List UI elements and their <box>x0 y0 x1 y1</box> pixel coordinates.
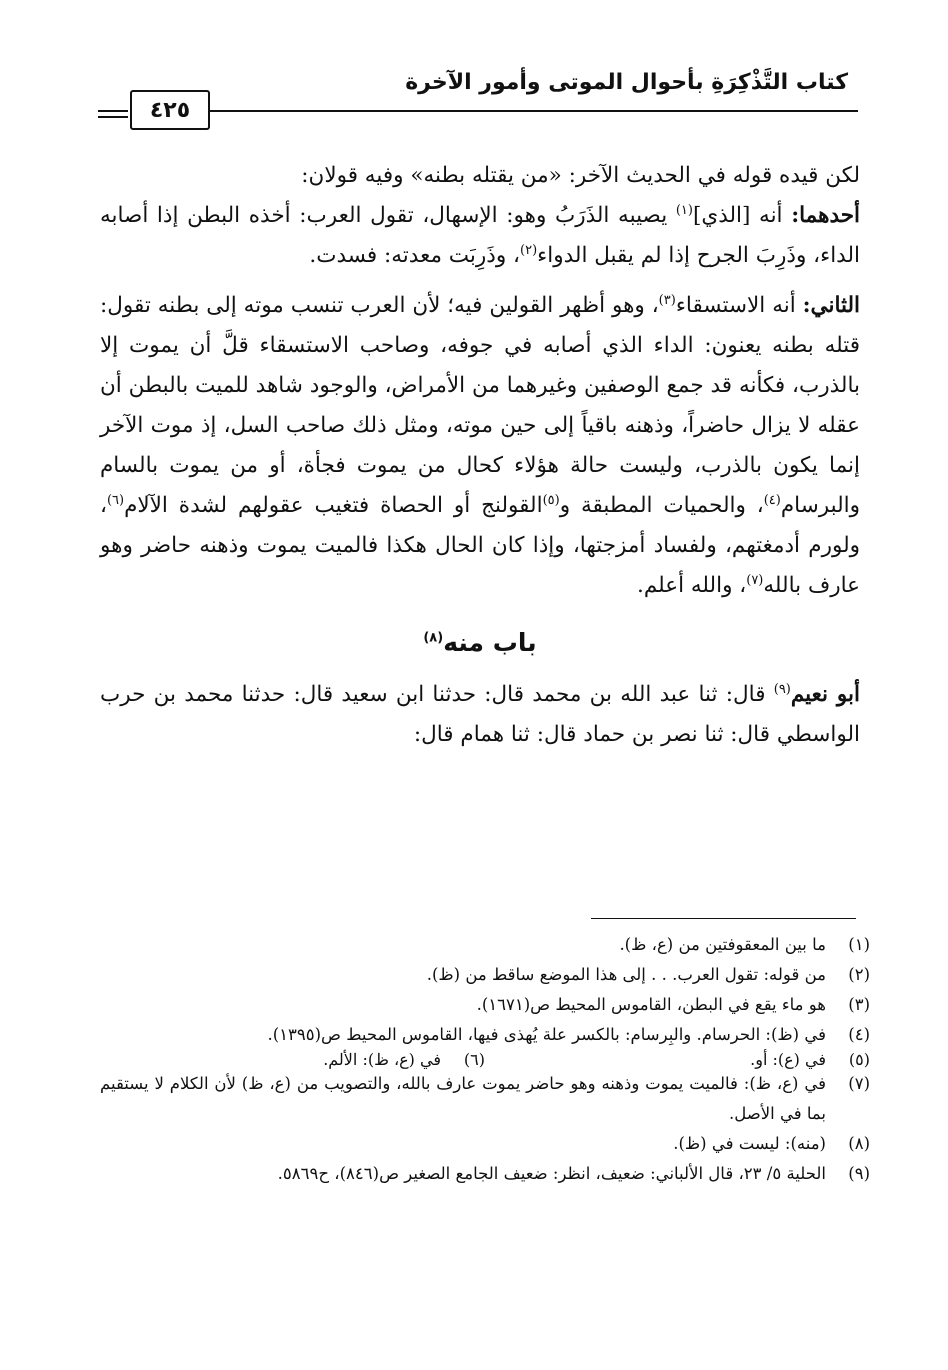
header-rule <box>208 110 858 112</box>
footnote-text: في (ع، ظ): الألم. <box>323 1050 441 1069</box>
footnote <box>100 960 870 990</box>
header-rule <box>98 110 128 112</box>
paragraph <box>100 675 860 755</box>
text-run: يصيبه الذَرَبُ وهو: الإسهال، تقول العرب: أخذه البطن إذا أصابه الداء، وذَرِبَ الجرح إذا لم يقبل الدواء <box>100 203 860 268</box>
paragraph-label: الثاني: <box>802 293 861 318</box>
footnote <box>100 1069 870 1129</box>
section-title: باب منه <box>443 628 537 657</box>
footnote-number: (٣) <box>848 995 870 1014</box>
paragraph <box>100 196 860 276</box>
footnote-number: (٢) <box>848 965 870 984</box>
footnote <box>100 1129 870 1159</box>
footnote-text: في (ع): أو. <box>750 1050 826 1069</box>
section-heading <box>100 628 860 657</box>
footnote <box>100 990 870 1020</box>
footnote-text: الحلية ٥/ ٢٣، قال الألباني: ضعيف، انظر: ضعيف الجامع الصغير ص(٨٤٦)، ح٥٨٦٩. <box>277 1164 826 1183</box>
paragraph: لكن قيده قوله في الحديث الآخر: «من يقتله بطنه» وفيه قولان: <box>301 163 860 188</box>
text-run: أنه الاستسقاء <box>675 293 803 318</box>
footnote-number: (٧) <box>848 1074 870 1093</box>
footnote-ref[interactable]: (٥) <box>542 492 560 508</box>
book-title: كتاب التَّذْكِرَةِ بأحوال الموتى وأمور الآخرة <box>405 70 848 95</box>
paragraph-label: أبو نعيم <box>790 682 860 707</box>
text-run: ، وذَرِبَت معدته: فسدت. <box>309 243 520 268</box>
text-run: ، والحميات المطبقة و <box>559 493 764 518</box>
text-run: أنه [الذي] <box>692 203 792 228</box>
text-run: ، وهو أظهر القولين فيه؛ لأن العرب تنسب موته إلى بطنه تقول: قتله بطنه يعنون: الداء الذي أصابه في جوفه، وصاحب الاستسقاء قلَّ أن يموت إلا بالذرب، فكأنه قد جمع الوصفين وغيرهما من الأمراض، والوجود شاهد للميت بالبطن أن عقله لا يزال حاضراً، وذهنه باقياً إلى حين موته، ومثل ذلك صاحب السل، إذ موت الآخر إنما يكون بالذرب، وليست حالة هؤلاء كحال من يموت فجأة، أو من يموت بالسام والبرسام <box>100 293 860 518</box>
text-run: ، والله أعلم. <box>637 573 747 598</box>
footnote-number: (٤) <box>848 1025 870 1044</box>
footnotes <box>100 930 870 1189</box>
paragraph <box>100 286 860 606</box>
footnote-number: (٩) <box>848 1164 870 1183</box>
footnote-ref[interactable]: (٢) <box>520 242 538 258</box>
footnote-separator <box>591 918 856 919</box>
footnote-text: (منه): ليست في (ظ). <box>673 1134 826 1153</box>
footnote <box>100 930 870 960</box>
footnote-ref[interactable]: (٩) <box>773 681 791 697</box>
text-run: القولنج أو الحصاة فتغيب عقولهم لشدة الآلام <box>124 493 543 518</box>
footnote <box>100 1050 485 1069</box>
footnote-number: (٨) <box>848 1134 870 1153</box>
footnote-ref[interactable]: (٦) <box>106 492 125 508</box>
header-rule <box>98 116 128 118</box>
footnote-text: هو ماء يقع في البطن، القاموس المحيط ص(١٦٧١). <box>476 995 826 1014</box>
footnote-number: (٦) <box>463 1050 485 1069</box>
footnote-ref[interactable]: (٧) <box>746 572 764 588</box>
paragraph-label: أحدهما: <box>791 203 860 228</box>
footnote-ref[interactable]: (٤) <box>763 492 781 508</box>
footnote-number: (١) <box>848 935 870 954</box>
footnote <box>100 1020 870 1050</box>
footnote-text: من قوله: تقول العرب. . . إلى هذا الموضع ساقط من (ظ). <box>426 965 826 984</box>
footnote <box>485 1050 870 1069</box>
running-header <box>98 62 858 128</box>
text-run: قال: ثنا عبد الله بن محمد قال: حدثنا ابن سعيد قال: حدثنا محمد بن حرب الواسطي قال: ثنا نصر بن حماد قال: ثنا همام قال: <box>100 682 860 747</box>
footnote-text: ما بين المعقوفتين من (ع، ظ). <box>619 935 826 954</box>
footnote-number: (٥) <box>848 1050 870 1069</box>
page-number: ٤٢٥ <box>130 90 210 130</box>
footnote-ref[interactable]: (١) <box>675 202 693 218</box>
footnote <box>100 1159 870 1189</box>
footnote-text: في (ع، ظ): فالميت يموت وذهنه وهو حاضر يموت عارف بالله، والتصويب من (ع، ظ) لأن الكلام لا يستقيم بما في الأصل. <box>100 1074 826 1123</box>
footnote-ref[interactable]: (٨) <box>423 630 444 646</box>
text-run: ، ولورم أدمغتهم، ولفساد أمزجتها، وإذا كان الحال هكذا فالميت يموت وذهنه حاضر وهو عارف بالله <box>100 493 860 598</box>
main-text <box>100 156 860 755</box>
footnote-text: في (ظ): الحرسام. والبِرسام: بالكسر علة يُهذى فيها، القاموس المحيط ص(١٣٩٥). <box>267 1025 826 1044</box>
footnote-ref[interactable]: (٣) <box>658 292 676 308</box>
footnote-row <box>100 1050 870 1069</box>
